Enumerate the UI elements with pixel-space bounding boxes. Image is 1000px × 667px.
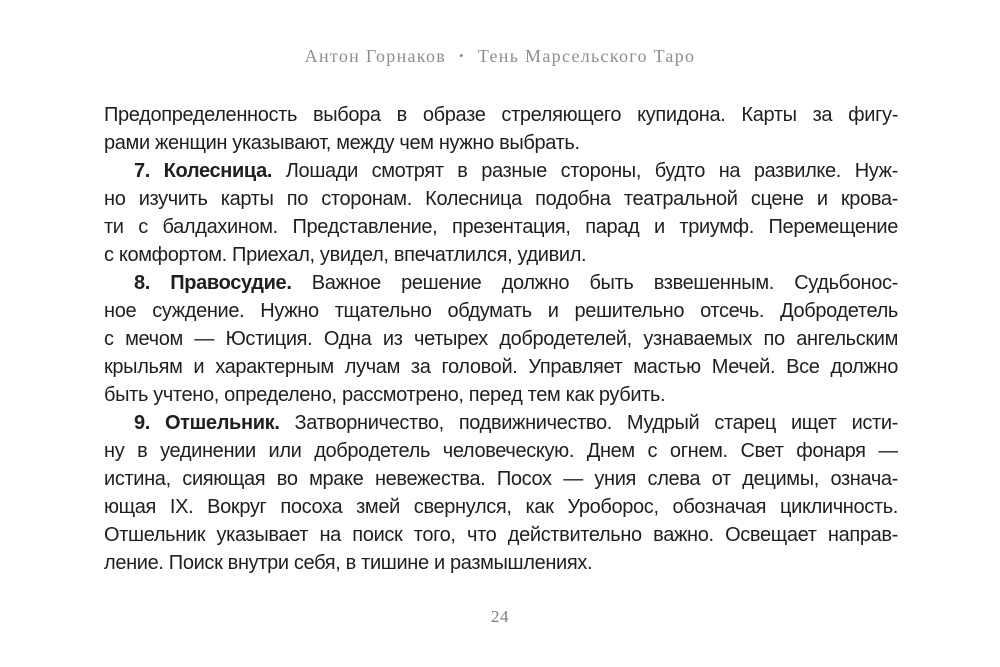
card-heading: 8. Правосудие. bbox=[134, 272, 292, 294]
text-line-body: Важное решение должно быть взвешенным. Судьбонос- bbox=[291, 272, 898, 294]
text-line: ну в уединении или добродетель человеческую. Днем с огнем. Свет фонаря — bbox=[104, 440, 898, 462]
text-line bbox=[104, 409, 898, 437]
bullet-separator-icon: • bbox=[459, 48, 465, 63]
card-heading: 7. Колесница. bbox=[134, 160, 273, 182]
text-line: ти с балдахином. Представление, презентация, парад и триумф. Перемещение bbox=[104, 216, 898, 238]
text-line: рами женщин указывают, между чем нужно выбрать. bbox=[104, 132, 580, 154]
text-line bbox=[104, 157, 898, 185]
paragraph bbox=[104, 101, 898, 157]
text-line: Отшельник указывает на поиск того, что действительно важно. Освещает направ- bbox=[104, 524, 898, 546]
paragraph bbox=[104, 409, 898, 577]
running-header-author: Антон Горнаков bbox=[304, 46, 447, 66]
card-heading: 9. Отшельник. bbox=[134, 412, 280, 434]
page-number: 24 bbox=[491, 607, 509, 626]
text-line bbox=[104, 269, 898, 297]
running-header-title: Тень Марсельского Таро bbox=[477, 46, 696, 66]
text-line: ление. Поиск внутри себя, в тишине и размышлениях. bbox=[104, 552, 593, 574]
text-line: с комфортом. Приехал, увидел, впечатлился, удивил. bbox=[104, 244, 587, 266]
running-header bbox=[0, 46, 1000, 67]
text-line: ное суждение. Нужно тщательно обдумать и решительно отсечь. Добродетель bbox=[104, 300, 898, 322]
page-body bbox=[104, 101, 898, 577]
text-line: быть учтено, определено, рассмотрено, перед тем как рубить. bbox=[104, 384, 666, 406]
text-line: истина, сияющая во мраке невежества. Посох — уния слева от децимы, означа- bbox=[104, 468, 898, 490]
paragraph bbox=[104, 157, 898, 269]
text-line: с мечом — Юстиция. Одна из четырех добродетелей, узнаваемых по ангельским bbox=[104, 328, 898, 350]
text-line: ющая IX. Вокруг посоха змей свернулся, как Уроборос, обозначая цикличность. bbox=[104, 496, 898, 518]
text-line: крыльям и характерным лучам за головой. Управляет мастью Мечей. Все должно bbox=[104, 356, 898, 378]
text-line-body: Затворничество, подвижничество. Мудрый старец ищет исти- bbox=[279, 412, 898, 434]
paragraph bbox=[104, 269, 898, 409]
text-line: но изучить карты по сторонам. Колесница подобна театральной сцене и крова- bbox=[104, 188, 898, 210]
text-line-body: Лошади смотрят в разные стороны, будто на развилке. Нуж- bbox=[272, 160, 898, 182]
text-line: Предопределенность выбора в образе стреляющего купидона. Карты за фигу- bbox=[104, 104, 898, 126]
